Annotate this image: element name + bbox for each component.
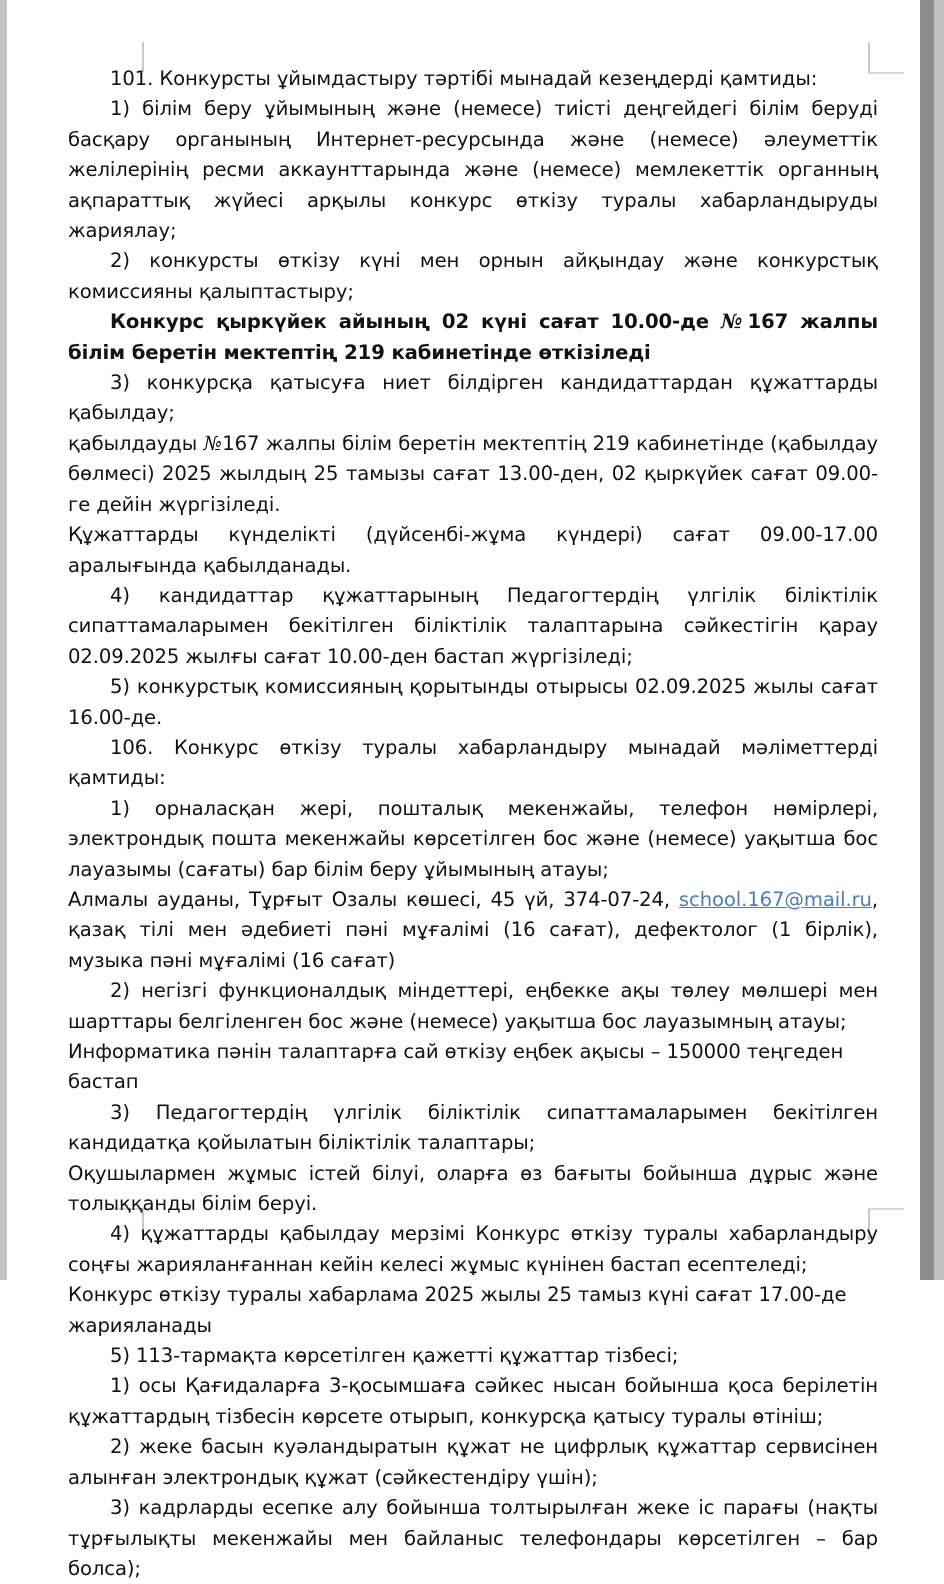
venue-text-after: 167 жалпы білім беретін мектептің 219 кабинетінде өткізіледі	[68, 310, 878, 364]
paragraph-salary: Информатика пәнін талаптарға сай өткізу еңбек ақысы – 150000 теңгеден бастап	[68, 1040, 844, 1094]
paragraph-daily-hours: Құжаттарды күнделікті (дүйсенбі-жұма күндері) сағат 09.00-17.00 аралығында қабылданады.	[68, 523, 878, 577]
paragraph-101-item-3: 3) конкурсқа қатысуға ниет білдірген кандидаттардан құжаттарды қабылдау;	[68, 371, 878, 425]
address-text-after: , қазақ тілі мен әдебиеті пәні мұғалімі (16 сағат), дефектолог (1 бірлік), музыка пәні мұғалімі (16 сағат)	[68, 887, 878, 972]
paragraph-106-item-4: 4) құжаттарды қабылдау мерзімі Конкурс өткізу туралы хабарландыру соңғы жарияланғаннан кейін келесі жұмыс күнінен бастап есептеледі;	[68, 1222, 878, 1276]
paragraph-113-item-3: 3) кадрларды есепке алу бойынша толтырылған жеке іс парағы (нақты тұрғылықты мекенжайы мен байланыс телефондары көрсетілген – бар болса);	[68, 1496, 878, 1580]
paragraph-101-item-1: 1) білім беру ұйымының және (немесе) тиісті деңгейдегі білім беруді басқару органының Интернет-ресурсында және (немесе) әлеуметтік желілерінің ресми аккаунттарында және (немесе) мемлекеттік органның ақпараттық жүйесі арқылы конкурс өткізу туралы хабарландыруды жариялау;	[68, 97, 878, 243]
paragraph-106: 106. Конкурс өткізу туралы хабарландыру мынадай мәліметтерді қамтиды:	[68, 735, 878, 790]
intake-text-after: 167 жалпы білім беретін мектептің 219 кабинетінде (қабылдау бөлмесі) 2025 жылдың 25 тамызы сағат 13.00-ден, 02 қыркүйек сағат 09.00-ге дейін жүргізіледі.	[68, 431, 878, 516]
paragraph-101-item-2: 2) конкурсты өткізу күні мен орнын айқындау және конкурстық комиссияны қалыптастыру;	[68, 249, 878, 303]
paragraph-101-item-5: 5) конкурстық комиссияның қорытынды отырысы 02.09.2025 жылы сағат 16.00-де.	[68, 675, 878, 729]
paragraph-school-address	[68, 885, 878, 976]
address-text-before: Алмалы ауданы, Тұрғыт Озалы көшесі, 45 үй, 374-07-24,	[68, 887, 679, 911]
venue-text-before: Конкурс қыркүйек айының 02 күні сағат 10.00-де	[110, 310, 722, 334]
page-left-edge-band	[0, 0, 7, 1280]
paragraph-publication-date: Конкурс өткізу туралы хабарлама 2025 жылы 25 тамыз күні сағат 17.00-де жарияланады	[68, 1283, 847, 1337]
page-right-edge-band-inner	[920, 0, 934, 1280]
page-right-edge-band-outer	[934, 0, 944, 1280]
document-body	[68, 64, 878, 1584]
number-sign-glyph: №	[721, 310, 748, 334]
paragraph-106-item-2: 2) негізгі функционалдық міндеттері, еңбекке ақы төлеу мөлшері мен шарттары белгіленген бос және (немесе) уақытша бос лауазымның атауы;	[68, 979, 878, 1033]
number-sign-glyph: №	[203, 431, 223, 455]
email-link[interactable]: school.167@mail.ru	[678, 887, 872, 911]
paragraph-101: 101. Конкурсты ұйымдастыру тәртібі мынадай кезеңдерді қамтиды:	[110, 67, 818, 90]
paragraph-101-item-4: 4) кандидаттар құжаттарының Педагогтердің үлгілік біліктілік сипаттамаларымен бекітілген біліктілік талаптарына сәйкестігін қарау 02.09.2025 жылғы сағат 10.00-ден бастап жүргізіледі;	[68, 583, 878, 668]
paragraph-venue-notice	[68, 307, 878, 368]
paragraph-intake-schedule	[68, 429, 878, 520]
paragraph-113-item-1: 1) осы Қағидаларға 3-қосымшаға сәйкес нысан бойынша қоса берілетін құжаттардың тізбесін көрсете отырып, конкурсқа қатысу туралы өтініш;	[68, 1374, 878, 1428]
intake-text-before: қабылдауды	[68, 431, 204, 455]
paragraph-requirements: Оқушылармен жұмыс істей білуі, оларға өз бағыты бойынша дұрыс және толыққанды білім беруі.	[68, 1161, 878, 1216]
paragraph-113-item-2: 2) жеке басын куәландыратын құжат не цифрлық құжаттар сервисінен алынған электрондық құжат (сәйкестендіру үшін);	[68, 1435, 878, 1489]
paragraph-106-item-5: 5) 113-тармақта көрсетілген қажетті құжаттар тізбесі;	[110, 1344, 679, 1368]
paragraph-106-item-1: 1) орналасқан жері, пошталық мекенжайы, телефон нөмірлері, электрондық пошта мекенжайы көрсетілген бос және (немесе) уақытша бос лауазымы (сағаты) бар білім беру ұйымының атауы;	[68, 796, 878, 881]
paragraph-106-item-3: 3) Педагогтердің үлгілік біліктілік сипаттамаларымен бекітілген кандидатқа қойылатын біліктілік талаптары;	[68, 1100, 878, 1155]
